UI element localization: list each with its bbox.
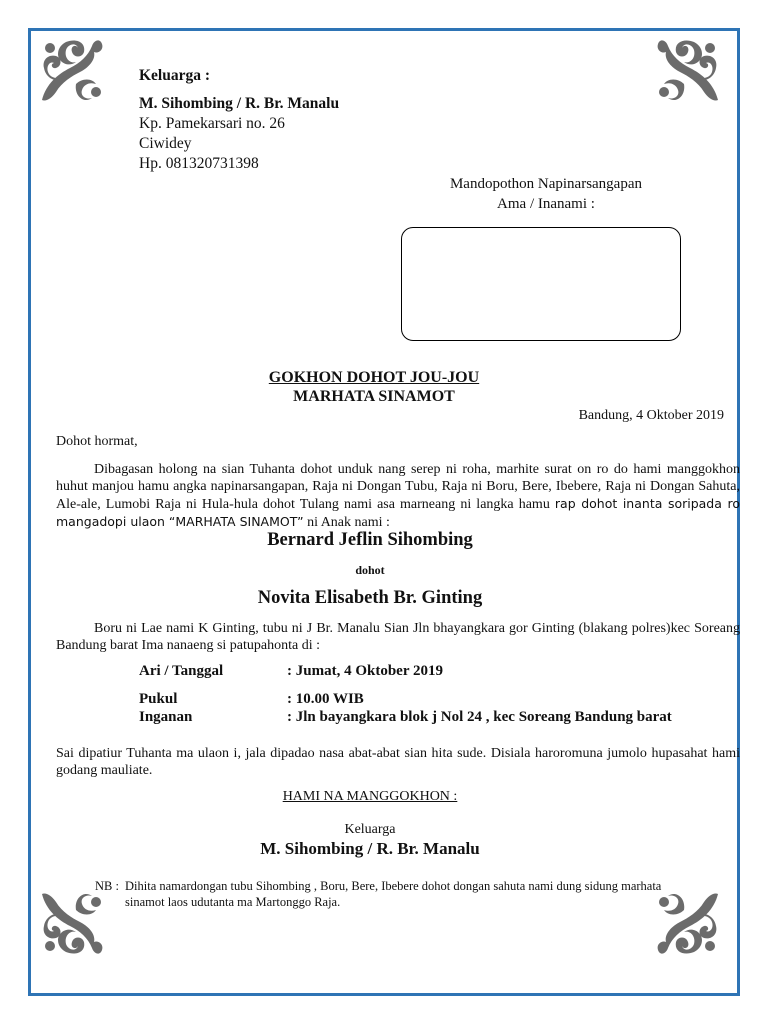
- day-value: : Jumat, 4 Oktober 2019: [287, 663, 443, 679]
- nota-bene: [95, 878, 705, 910]
- detail-row-place: [139, 709, 672, 726]
- sender-city: Ciwidey: [139, 135, 192, 152]
- day-label: Ari / Tanggal: [139, 663, 224, 679]
- invitation-title: [200, 368, 548, 406]
- sender-address: Kp. Pamekarsari no. 26: [139, 115, 285, 132]
- sender-block: [139, 66, 339, 174]
- paragraph-3: Sai dipatiur Tuhanta ma ulaon i, jala dipadao nasa abat-abat sian hita sude. Disiala haroromuna jumolo hupasahat hami godang mauliate.: [56, 746, 740, 778]
- detail-row-day: [139, 663, 443, 680]
- greeting: Dohot hormat,: [56, 434, 138, 449]
- nb-text: Dihita namardongan tubu Sihombing , Boru, Bere, Ibebere dohot dongan sahuta nami dung sidung marhata sinamot laos udutanta ma Martonggo Raja.: [125, 879, 662, 909]
- sender-phone: Hp. 081320731398: [139, 155, 259, 172]
- flourish-ornament-top-left: [36, 34, 106, 104]
- place-label: Inganan: [139, 709, 193, 725]
- title-line2: MARHATA SINAMOT: [293, 388, 455, 405]
- sender-label: Keluarga :: [139, 67, 211, 84]
- dohot-connector: dohot: [355, 563, 385, 577]
- paragraph-1-event: rap dohot inanta soripada ro mangadopi ulaon “MARHATA SINAMOT”: [56, 496, 740, 529]
- detail-row-time: [139, 691, 364, 708]
- paragraph-2: Boru ni Lae nami K Ginting, tubu ni J Br. Manalu Sian Jln bhayangkara gor Ginting (blakang polres)kec Soreang Bandung barat Ima nanaeng si patupahonta di :: [56, 621, 740, 653]
- place-value: : Jln bayangkara blok j Nol 24 , kec Soreang Bandung barat: [287, 709, 672, 725]
- groom-name: Bernard Jeflin Sihombing: [267, 530, 473, 550]
- time-value: : 10.00 WIB: [287, 691, 364, 707]
- paragraph-1: [56, 461, 740, 531]
- closing-keluarga: Keluarga: [344, 822, 396, 837]
- paragraph-1-end: ni Anak nami :: [303, 515, 390, 530]
- recipient-line2: Ama / Inanami :: [497, 196, 595, 212]
- flourish-ornament-top-right: [654, 34, 724, 104]
- bride-name: Novita Elisabeth Br. Ginting: [257, 588, 483, 608]
- recipient-block: [400, 174, 692, 214]
- closing-heading: HAMI NA MANGGOKHON :: [282, 789, 458, 804]
- sender-name: M. Sihombing / R. Br. Manalu: [139, 95, 340, 112]
- closing-name: M. Sihombing / R. Br. Manalu: [260, 839, 480, 858]
- recipient-name-box: [401, 227, 681, 341]
- time-label: Pukul: [139, 691, 178, 707]
- title-line1: GOKHON DOHOT JOU-JOU: [268, 369, 480, 386]
- paragraph-1-main: Dibagasan holong na sian Tuhanta dohot unduk nang serep ni roha, marhite surat on ro do hami manggokhon huhut manjou hamu angka napinarsangapan, Raja ni Dongan Tubu, Raja ni Boru, Bere, Ibebere, Raja ni Dongan Sahuta, Ale-ale, Lumobi Raja ni Hula-hula dohot Tulang nami asa marneang ni langka hamu: [56, 462, 740, 512]
- nb-label: NB :: [95, 879, 119, 893]
- letter-date: Bandung, 4 Oktober 2019: [578, 408, 724, 423]
- recipient-line1: Mandopothon Napinarsangapan: [449, 176, 643, 192]
